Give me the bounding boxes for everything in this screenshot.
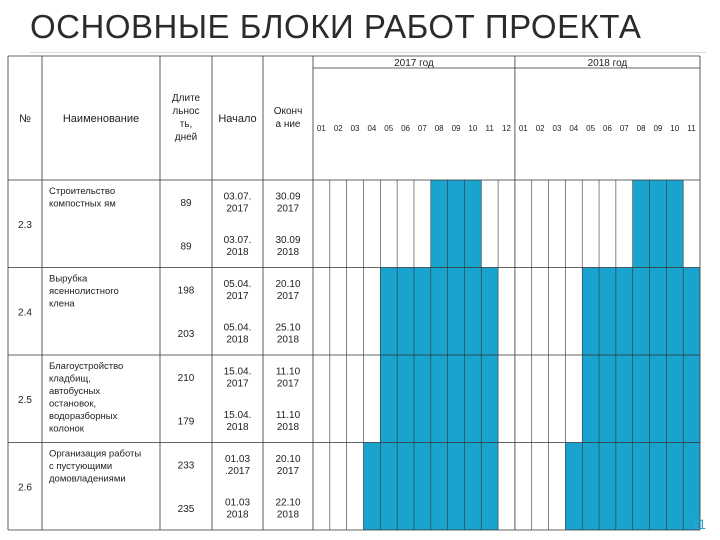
duration-cell: 210 xyxy=(177,372,195,384)
month-label: 05 xyxy=(586,124,596,133)
month-label: 09 xyxy=(451,124,461,133)
header-duration: ть, xyxy=(179,119,193,130)
header-duration: дней xyxy=(174,132,198,143)
start-cell: 01.03 xyxy=(224,453,251,465)
start-cell: 2018 xyxy=(226,422,249,434)
start-cell: 15.04. xyxy=(223,410,252,422)
month-label: 02 xyxy=(535,124,545,133)
month-label: 07 xyxy=(619,124,629,133)
end-cell: 25.10 xyxy=(275,322,301,334)
month-label: 05 xyxy=(384,124,394,133)
header-num: № xyxy=(19,113,31,125)
group-name: с пустующими xyxy=(49,461,113,472)
group-number: 2.4 xyxy=(18,307,32,319)
start-cell: 03.07. xyxy=(223,235,252,247)
group-name: домовладениями xyxy=(49,473,126,485)
duration-cell: 89 xyxy=(180,241,192,253)
start-cell: 2017 xyxy=(226,203,249,215)
end-cell: 11.10 xyxy=(275,366,301,378)
month-label: 11 xyxy=(485,124,494,133)
gantt-bar xyxy=(633,180,683,268)
header-start: Начало xyxy=(218,113,257,125)
page-title: ОСНОВНЫЕ БЛОКИ РАБОТ ПРОЕКТА xyxy=(30,8,642,45)
gantt-bar xyxy=(431,180,481,268)
end-cell: 20.10 xyxy=(275,278,301,290)
group-name: клена xyxy=(49,298,75,310)
month-label: 09 xyxy=(653,124,663,133)
gantt-bar xyxy=(380,355,498,443)
duration-cell: 198 xyxy=(177,285,195,297)
start-cell: 05.04. xyxy=(223,322,252,334)
month-label: 12 xyxy=(502,124,511,133)
duration-cell: 235 xyxy=(177,504,195,516)
end-cell: 2018 xyxy=(276,247,300,259)
group-name: автобусных xyxy=(49,386,101,397)
group-name: Вырубка xyxy=(49,273,88,285)
end-cell: 2017 xyxy=(276,465,300,477)
month-label: 07 xyxy=(417,124,427,133)
group-name: кладбищ, xyxy=(49,373,91,385)
group-name: ясеннолистного xyxy=(49,286,119,297)
end-cell: 22.10 xyxy=(275,497,301,509)
slide-number: 11 xyxy=(691,516,706,532)
month-label: 06 xyxy=(603,124,612,133)
duration-cell: 179 xyxy=(177,416,195,428)
duration-cell: 233 xyxy=(177,460,195,472)
month-label: 08 xyxy=(434,124,444,133)
month-label: 03 xyxy=(552,124,562,133)
group-name: колонок xyxy=(49,423,84,435)
start-cell: 2017 xyxy=(226,290,249,302)
group-number: 2.3 xyxy=(18,219,32,231)
end-cell: 30.09 xyxy=(275,191,301,203)
start-cell: .2017 xyxy=(224,465,251,477)
end-cell: 2017 xyxy=(276,378,300,390)
header-end: Оконч xyxy=(273,106,303,117)
gantt-bar xyxy=(582,355,700,443)
start-cell: 2018 xyxy=(226,247,249,259)
end-cell: 2018 xyxy=(276,509,300,521)
duration-cell: 203 xyxy=(177,329,195,341)
group-number: 2.6 xyxy=(18,482,32,494)
year-label: 2018 год xyxy=(587,58,628,69)
start-cell: 2017 xyxy=(226,378,249,390)
end-cell: 2017 xyxy=(276,290,300,302)
group-name: Благоустройство xyxy=(49,361,124,372)
header-end: а ние xyxy=(275,119,301,130)
group-name: компостных ям xyxy=(49,198,116,210)
group-name: Организация работы xyxy=(49,448,142,460)
month-label: 11 xyxy=(687,124,696,133)
year-label: 2017 год xyxy=(394,58,434,69)
header-duration: Длите xyxy=(171,93,201,104)
header-duration: льнос xyxy=(172,106,200,117)
gantt-bar xyxy=(380,268,498,356)
month-label: 02 xyxy=(333,124,343,133)
start-cell: 2018 xyxy=(226,334,249,346)
end-cell: 20.10 xyxy=(275,453,301,465)
month-label: 04 xyxy=(569,124,579,133)
start-cell: 15.04. xyxy=(223,366,252,378)
month-label: 04 xyxy=(367,124,377,133)
end-cell: 2018 xyxy=(276,334,300,346)
month-label: 01 xyxy=(316,124,326,133)
end-cell: 2018 xyxy=(276,422,300,434)
start-cell: 2018 xyxy=(226,509,249,521)
end-cell: 30.09 xyxy=(275,235,301,247)
start-cell: 03.07. xyxy=(223,191,252,203)
start-cell: 01.03 xyxy=(224,497,251,509)
gantt-bar xyxy=(582,268,700,356)
group-number: 2.5 xyxy=(18,394,32,406)
start-cell: 05.04. xyxy=(223,278,252,290)
end-cell: 2017 xyxy=(276,203,300,215)
duration-cell: 89 xyxy=(180,197,192,209)
group-name: Строительство xyxy=(49,186,116,197)
group-name: водоразборных xyxy=(49,411,118,422)
month-label: 03 xyxy=(350,124,360,133)
month-label: 10 xyxy=(670,124,680,133)
month-label: 06 xyxy=(401,124,410,133)
month-label: 01 xyxy=(518,124,528,133)
header-name: Наименование xyxy=(62,113,140,125)
month-label: 10 xyxy=(468,124,478,133)
month-label: 08 xyxy=(636,124,646,133)
group-name: остановок, xyxy=(49,398,97,410)
end-cell: 11.10 xyxy=(275,410,301,422)
